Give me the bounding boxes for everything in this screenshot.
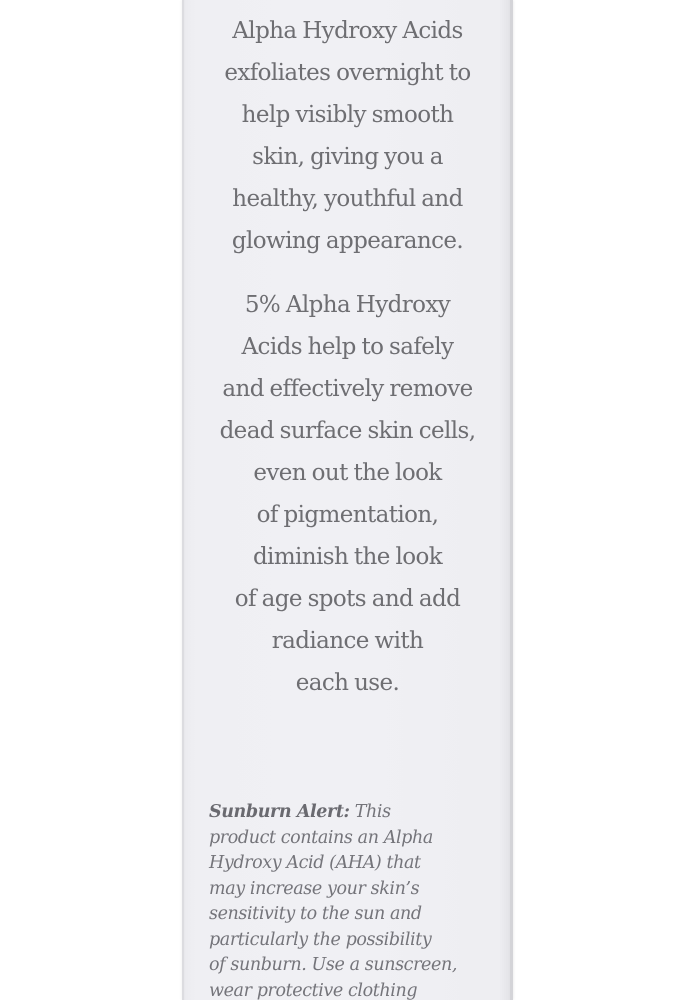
description-line: Acids help to safely <box>241 334 454 360</box>
alert-line: Hydroxy Acid (AHA) that <box>209 853 421 873</box>
description-line: skin, giving you a <box>252 144 443 170</box>
sunburn-alert-label: Sunburn Alert: <box>209 802 350 822</box>
alert-first-line <box>209 800 509 826</box>
description-line: glowing appearance. <box>231 228 464 254</box>
description-line: even out the look <box>253 460 442 486</box>
description-line: radiance with <box>271 628 424 654</box>
sunburn-alert-warning <box>209 800 509 1000</box>
description-line: healthy, youthful and <box>232 186 463 212</box>
description-line: Alpha Hydroxy Acids <box>232 18 463 44</box>
alert-line: sensitivity to the sun and <box>209 904 422 924</box>
alert-line: of sunburn. Use a sunscreen, <box>209 955 457 975</box>
description-line: diminish the look <box>252 544 443 570</box>
description-line: and effectively remove <box>222 376 473 402</box>
alert-line: wear protective clothing <box>209 980 418 1000</box>
alert-text: This <box>349 802 391 822</box>
product-box-side-panel <box>182 0 513 1000</box>
alert-line: product contains an Alpha <box>209 827 433 848</box>
description-line: each use. <box>295 670 400 696</box>
description-line: dead surface skin cells, <box>219 418 476 444</box>
description-line: exfoliates overnight to <box>224 60 471 86</box>
alert-line: may increase your skin’s <box>209 878 420 899</box>
description-line: help visibly smooth <box>241 102 454 128</box>
product-description-paragraph-2 <box>182 284 513 704</box>
product-description-paragraph-1 <box>182 10 513 262</box>
description-line: 5% Alpha Hydroxy <box>244 292 451 318</box>
description-line: of age spots and add <box>234 586 461 612</box>
description-line: of pigmentation, <box>256 502 439 528</box>
alert-line: particularly the possibility <box>209 929 432 950</box>
